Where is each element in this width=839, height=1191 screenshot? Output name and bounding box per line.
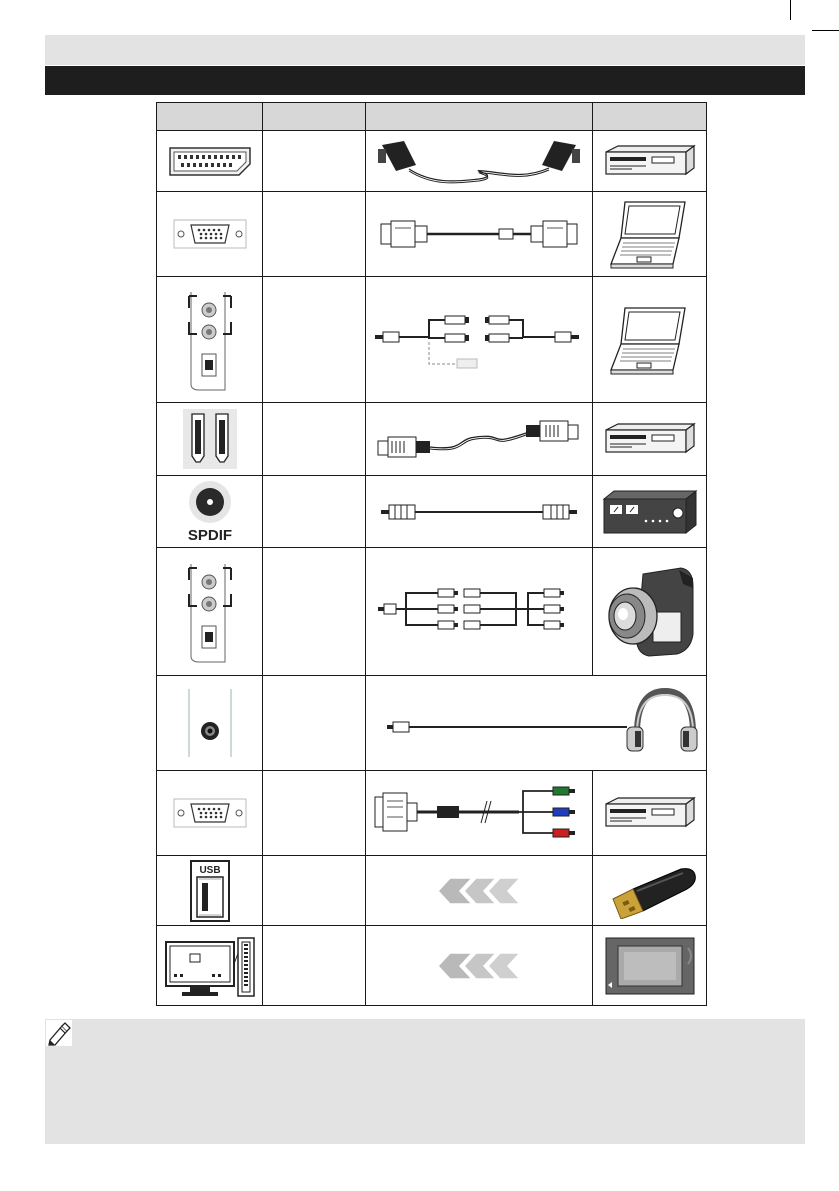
type-cell	[263, 277, 366, 403]
connector-cell	[157, 548, 263, 676]
type-cell	[263, 771, 366, 856]
ci-slot-icon	[162, 934, 258, 998]
column-header-type	[263, 103, 366, 131]
note-box	[45, 1019, 805, 1144]
device-cell	[593, 548, 707, 676]
table-row	[157, 548, 707, 676]
type-cell	[263, 548, 366, 676]
scart-cable-icon	[374, 135, 584, 187]
column-header-cables	[366, 103, 593, 131]
spdif-socket-icon	[170, 480, 250, 544]
device-cell	[593, 192, 707, 277]
spdif-label: SPDIF	[187, 526, 232, 544]
usb-label: USB	[198, 864, 221, 876]
crop-mark	[790, 0, 791, 20]
header-band	[45, 35, 805, 65]
cable-cell	[366, 926, 593, 1006]
dvd-recorder-icon	[602, 144, 698, 178]
device-cell	[593, 856, 707, 926]
camcorder-icon	[603, 564, 697, 660]
table-row	[157, 676, 707, 771]
table-row	[157, 192, 707, 277]
type-cell	[263, 476, 366, 548]
cable-cell	[366, 131, 593, 192]
laptop-icon	[609, 304, 691, 376]
type-cell	[263, 856, 366, 926]
type-cell	[263, 131, 366, 192]
coaxial-cable-icon	[379, 500, 579, 524]
amplifier-icon	[600, 487, 700, 537]
cable-cell	[366, 771, 593, 856]
dvd-recorder-icon	[602, 796, 698, 830]
table-row	[157, 131, 707, 192]
type-cell	[263, 676, 366, 771]
device-cell	[593, 403, 707, 476]
laptop-icon	[609, 198, 691, 270]
column-header-device	[593, 103, 707, 131]
side-av-audio-socket-icon	[185, 288, 235, 392]
side-av-socket-icon	[185, 560, 235, 664]
usb-stick-icon	[603, 863, 697, 919]
connector-cell	[157, 926, 263, 1006]
vga-cable-icon	[379, 216, 579, 252]
ypbpr-socket-icon	[173, 798, 247, 828]
device-cell	[593, 131, 707, 192]
headphones-icon	[627, 691, 697, 751]
table-row	[157, 403, 707, 476]
ypbpr-cable-icon	[373, 783, 585, 843]
type-cell	[263, 926, 366, 1006]
connector-cell	[157, 192, 263, 277]
connector-cell	[157, 676, 263, 771]
insert-arrows-icon	[434, 876, 524, 906]
device-cell	[593, 926, 707, 1006]
pc-audio-cable-icon	[373, 308, 585, 372]
cable-cell	[366, 277, 593, 403]
title-bar	[45, 66, 805, 95]
cable-cell	[366, 476, 593, 548]
cable-cell	[366, 856, 593, 926]
connector-cell	[157, 403, 263, 476]
vga-socket-icon	[173, 219, 247, 249]
table-row	[157, 856, 707, 926]
device-cell	[593, 476, 707, 548]
connector-cell	[157, 131, 263, 192]
insert-arrows-icon	[434, 951, 524, 981]
connector-cell	[157, 771, 263, 856]
type-cell	[263, 403, 366, 476]
dvd-recorder-icon	[602, 422, 698, 456]
device-cell	[593, 277, 707, 403]
table-row	[157, 277, 707, 403]
table-row	[157, 926, 707, 1006]
connector-cell	[157, 277, 263, 403]
cam-module-icon	[604, 936, 696, 996]
hdmi-cable-icon	[376, 417, 582, 461]
pencil-note-icon	[46, 1020, 72, 1046]
column-header-connector	[157, 103, 263, 131]
table-row	[157, 771, 707, 856]
headphone-socket-icon	[185, 685, 235, 761]
table-header-row	[157, 103, 707, 131]
av-cable-icon	[376, 585, 582, 639]
headphone-cable-icon	[373, 685, 699, 761]
cable-cell	[366, 548, 593, 676]
cable-cell	[366, 403, 593, 476]
connector-cell	[157, 476, 263, 548]
connector-cell	[157, 856, 263, 926]
cable-cell	[366, 192, 593, 277]
hdmi-sockets-icon	[182, 408, 238, 470]
table-row	[157, 476, 707, 548]
type-cell	[263, 192, 366, 277]
crop-mark	[812, 30, 839, 31]
scart-socket-icon	[167, 144, 253, 178]
cable-cell	[366, 676, 707, 771]
usb-socket-icon	[187, 859, 233, 923]
device-cell	[593, 771, 707, 856]
connections-table	[156, 102, 707, 1006]
